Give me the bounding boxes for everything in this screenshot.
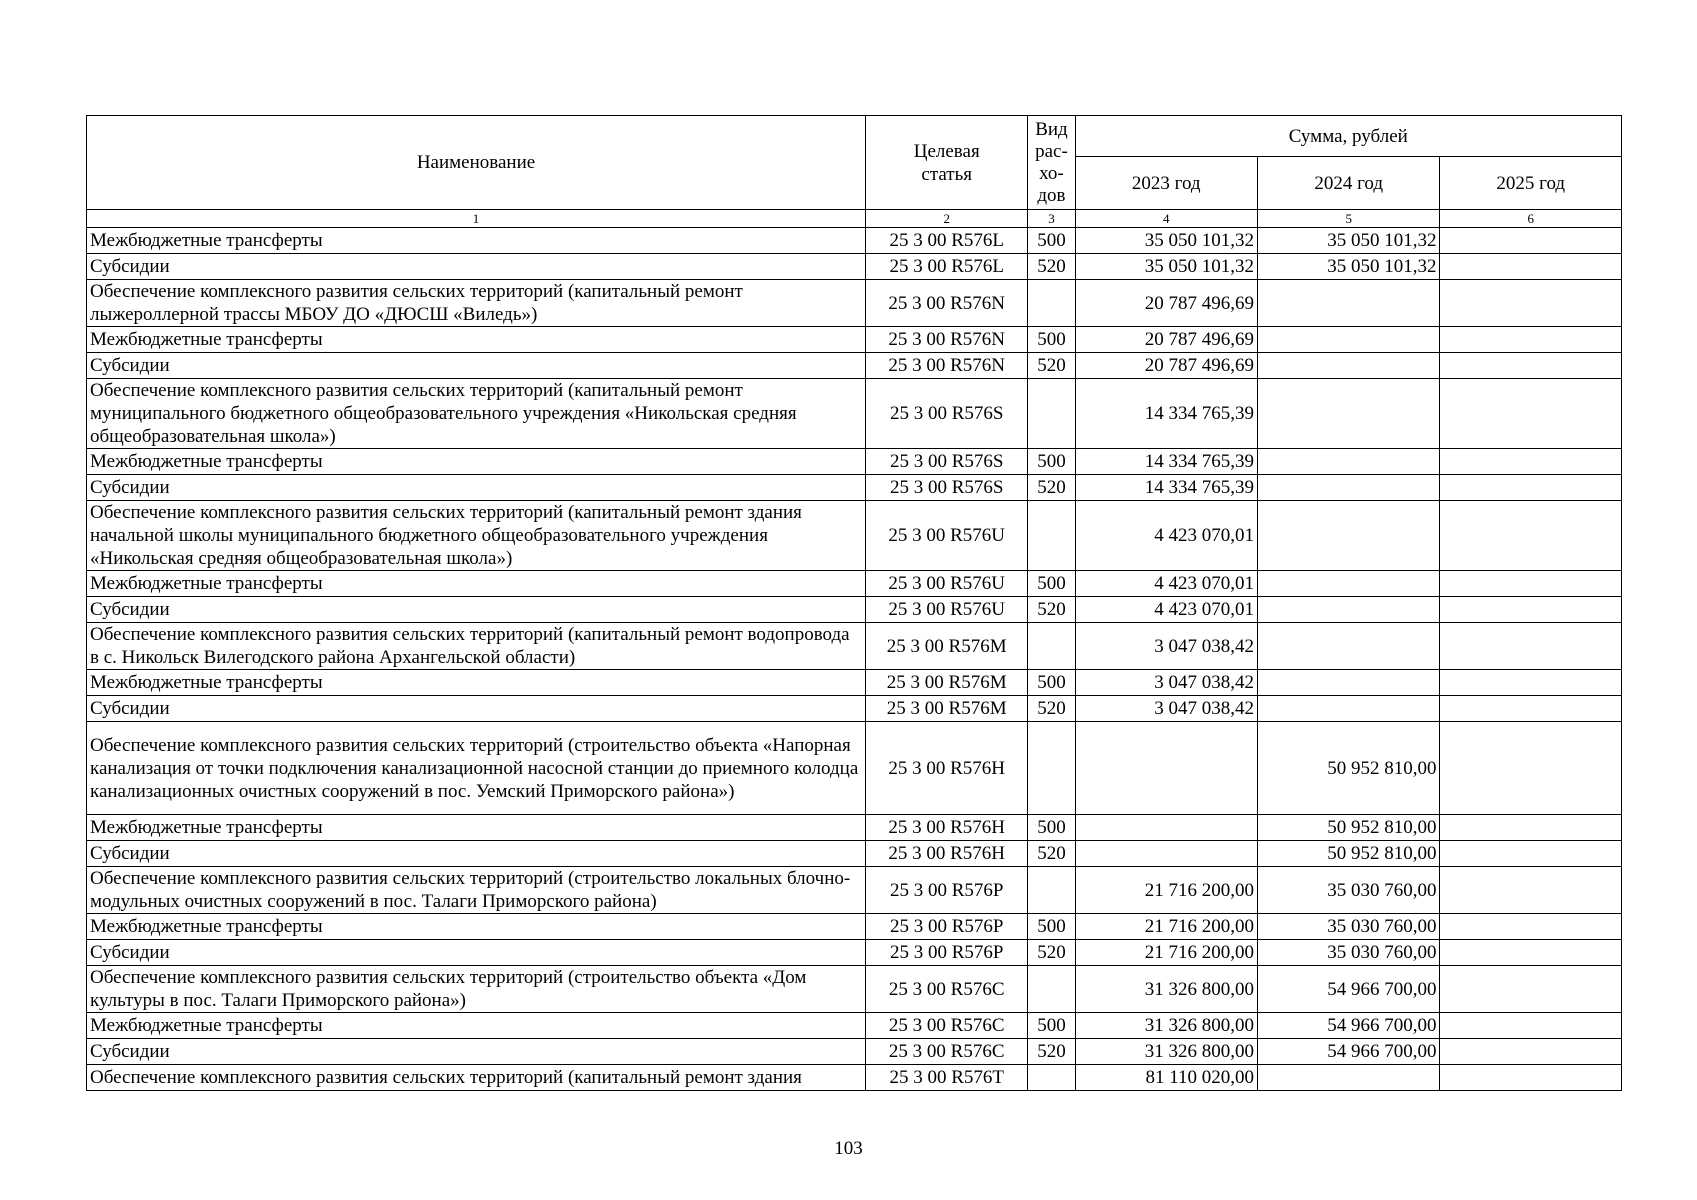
row-target-article: 25 3 00 R576S xyxy=(866,379,1028,449)
row-amount-2023: 20 787 496,69 xyxy=(1075,353,1257,379)
table-row xyxy=(87,254,1622,280)
row-expense-type: 500 xyxy=(1028,449,1075,475)
table-row xyxy=(87,696,1622,722)
row-amount-2025 xyxy=(1440,1039,1622,1065)
row-amount-2025 xyxy=(1440,501,1622,571)
table-row xyxy=(87,966,1622,1013)
row-expense-type: 500 xyxy=(1028,815,1075,841)
row-name: Субсидии xyxy=(87,254,866,280)
row-amount-2024 xyxy=(1257,475,1439,501)
row-amount-2025 xyxy=(1440,815,1622,841)
column-number: 5 xyxy=(1257,210,1439,228)
row-amount-2023: 35 050 101,32 xyxy=(1075,228,1257,254)
table-row xyxy=(87,623,1622,670)
header-year-2025: 2025 год xyxy=(1440,157,1622,210)
row-expense-type: 500 xyxy=(1028,327,1075,353)
row-target-article: 25 3 00 R576U xyxy=(866,571,1028,597)
table-row xyxy=(87,670,1622,696)
row-amount-2025 xyxy=(1440,940,1622,966)
column-number: 2 xyxy=(866,210,1028,228)
row-target-article: 25 3 00 R576P xyxy=(866,940,1028,966)
row-name: Межбюджетные трансферты xyxy=(87,914,866,940)
row-name: Субсидии xyxy=(87,841,866,867)
row-amount-2024: 54 966 700,00 xyxy=(1257,1013,1439,1039)
row-amount-2025 xyxy=(1440,722,1622,815)
header-year-2023: 2023 год xyxy=(1075,157,1257,210)
row-name: Обеспечение комплексного развития сельских территорий (капитальный ремонт водопровода в с. Никольск Вилегодского района Архангельской области) xyxy=(87,623,866,670)
row-expense-type: 520 xyxy=(1028,475,1075,501)
row-amount-2023: 3 047 038,42 xyxy=(1075,670,1257,696)
row-amount-2023 xyxy=(1075,841,1257,867)
row-amount-2025 xyxy=(1440,867,1622,914)
row-amount-2025 xyxy=(1440,571,1622,597)
table-row xyxy=(87,1065,1622,1091)
header-sum: Сумма, рублей xyxy=(1075,116,1621,157)
row-amount-2025 xyxy=(1440,841,1622,867)
row-name: Обеспечение комплексного развития сельских территорий (строительство объекта «Напорная канализация от точки подключения канализационной насосной станции до приемного колодца канализационных очистных сооружений в пос. Уемский Приморского района») xyxy=(87,722,866,815)
row-amount-2024: 35 050 101,32 xyxy=(1257,228,1439,254)
row-target-article: 25 3 00 R576H xyxy=(866,841,1028,867)
row-amount-2023: 20 787 496,69 xyxy=(1075,280,1257,327)
row-amount-2024 xyxy=(1257,501,1439,571)
row-name: Обеспечение комплексного развития сельских территорий (капитальный ремонт здания xyxy=(87,1065,866,1091)
row-amount-2025 xyxy=(1440,696,1622,722)
header-kind: Вид рас-хо-дов xyxy=(1028,116,1075,210)
row-target-article: 25 3 00 R576L xyxy=(866,254,1028,280)
row-expense-type xyxy=(1028,280,1075,327)
row-amount-2023: 21 716 200,00 xyxy=(1075,867,1257,914)
table-row xyxy=(87,940,1622,966)
column-number: 6 xyxy=(1440,210,1622,228)
header-row xyxy=(87,116,1622,157)
row-target-article: 25 3 00 R576C xyxy=(866,966,1028,1013)
row-amount-2024 xyxy=(1257,623,1439,670)
row-target-article: 25 3 00 R576T xyxy=(866,1065,1028,1091)
row-expense-type xyxy=(1028,501,1075,571)
table-row xyxy=(87,475,1622,501)
row-target-article: 25 3 00 R576N xyxy=(866,280,1028,327)
table-row xyxy=(87,501,1622,571)
row-amount-2024: 54 966 700,00 xyxy=(1257,966,1439,1013)
row-name: Обеспечение комплексного развития сельских территорий (строительство объекта «Дом культуры в пос. Талаги Приморского района») xyxy=(87,966,866,1013)
row-amount-2023: 31 326 800,00 xyxy=(1075,966,1257,1013)
row-target-article: 25 3 00 R576M xyxy=(866,696,1028,722)
row-amount-2023: 81 110 020,00 xyxy=(1075,1065,1257,1091)
row-expense-type: 500 xyxy=(1028,914,1075,940)
row-amount-2023: 35 050 101,32 xyxy=(1075,254,1257,280)
column-numbers-row xyxy=(87,210,1622,228)
row-amount-2023: 14 334 765,39 xyxy=(1075,475,1257,501)
row-target-article: 25 3 00 R576M xyxy=(866,623,1028,670)
table-row xyxy=(87,841,1622,867)
table-row xyxy=(87,449,1622,475)
row-amount-2025 xyxy=(1440,475,1622,501)
row-target-article: 25 3 00 R576N xyxy=(866,353,1028,379)
row-amount-2025 xyxy=(1440,914,1622,940)
row-target-article: 25 3 00 R576U xyxy=(866,501,1028,571)
row-name: Межбюджетные трансферты xyxy=(87,670,866,696)
row-expense-type: 500 xyxy=(1028,670,1075,696)
row-amount-2024: 50 952 810,00 xyxy=(1257,841,1439,867)
row-name: Межбюджетные трансферты xyxy=(87,449,866,475)
row-name: Обеспечение комплексного развития сельских территорий (капитальный ремонт лыжероллерной трассы МБОУ ДО «ДЮСШ «Виледь») xyxy=(87,280,866,327)
table-row xyxy=(87,722,1622,815)
table-row xyxy=(87,327,1622,353)
row-expense-type: 520 xyxy=(1028,696,1075,722)
row-amount-2023: 21 716 200,00 xyxy=(1075,940,1257,966)
table-row xyxy=(87,353,1622,379)
table-body xyxy=(87,228,1622,1091)
row-amount-2023: 31 326 800,00 xyxy=(1075,1013,1257,1039)
row-name: Субсидии xyxy=(87,597,866,623)
row-expense-type: 500 xyxy=(1028,1013,1075,1039)
row-expense-type: 520 xyxy=(1028,597,1075,623)
row-amount-2024 xyxy=(1257,597,1439,623)
row-target-article: 25 3 00 R576U xyxy=(866,597,1028,623)
row-amount-2024: 50 952 810,00 xyxy=(1257,815,1439,841)
row-amount-2023: 20 787 496,69 xyxy=(1075,327,1257,353)
row-amount-2024: 54 966 700,00 xyxy=(1257,1039,1439,1065)
row-name: Межбюджетные трансферты xyxy=(87,228,866,254)
row-amount-2023 xyxy=(1075,815,1257,841)
row-amount-2023: 3 047 038,42 xyxy=(1075,623,1257,670)
row-amount-2025 xyxy=(1440,254,1622,280)
row-amount-2023: 14 334 765,39 xyxy=(1075,449,1257,475)
row-target-article: 25 3 00 R576C xyxy=(866,1013,1028,1039)
row-target-article: 25 3 00 R576M xyxy=(866,670,1028,696)
row-amount-2025 xyxy=(1440,228,1622,254)
row-expense-type: 520 xyxy=(1028,940,1075,966)
row-name: Обеспечение комплексного развития сельских территорий (капитальный ремонт здания начальной школы муниципального бюджетного общеобразовательного учреждения «Никольская средняя общеобразовательная школа») xyxy=(87,501,866,571)
row-amount-2023: 4 423 070,01 xyxy=(1075,597,1257,623)
row-target-article: 25 3 00 R576S xyxy=(866,449,1028,475)
table-row xyxy=(87,228,1622,254)
row-amount-2025 xyxy=(1440,597,1622,623)
row-amount-2023: 4 423 070,01 xyxy=(1075,501,1257,571)
table-row xyxy=(87,815,1622,841)
row-amount-2024: 35 030 760,00 xyxy=(1257,867,1439,914)
table-row xyxy=(87,867,1622,914)
row-name: Межбюджетные трансферты xyxy=(87,327,866,353)
row-target-article: 25 3 00 R576H xyxy=(866,722,1028,815)
row-amount-2025 xyxy=(1440,353,1622,379)
row-name: Обеспечение комплексного развития сельских территорий (строительство локальных блочно-модульных очистных сооружений в пос. Талаги Приморского района) xyxy=(87,867,866,914)
row-amount-2024: 35 030 760,00 xyxy=(1257,940,1439,966)
row-target-article: 25 3 00 R576N xyxy=(866,327,1028,353)
row-amount-2023: 31 326 800,00 xyxy=(1075,1039,1257,1065)
row-amount-2024 xyxy=(1257,327,1439,353)
row-amount-2024: 35 050 101,32 xyxy=(1257,254,1439,280)
row-amount-2024 xyxy=(1257,353,1439,379)
row-name: Субсидии xyxy=(87,1039,866,1065)
row-amount-2024: 50 952 810,00 xyxy=(1257,722,1439,815)
table-row xyxy=(87,1039,1622,1065)
table-row xyxy=(87,379,1622,449)
row-name: Межбюджетные трансферты xyxy=(87,571,866,597)
row-amount-2025 xyxy=(1440,327,1622,353)
row-amount-2023 xyxy=(1075,722,1257,815)
header-year-2024: 2024 год xyxy=(1257,157,1439,210)
row-amount-2024 xyxy=(1257,670,1439,696)
row-expense-type: 500 xyxy=(1028,228,1075,254)
row-expense-type: 520 xyxy=(1028,353,1075,379)
row-amount-2025 xyxy=(1440,1013,1622,1039)
row-amount-2023: 14 334 765,39 xyxy=(1075,379,1257,449)
row-name: Субсидии xyxy=(87,475,866,501)
row-amount-2024 xyxy=(1257,449,1439,475)
row-expense-type xyxy=(1028,379,1075,449)
row-expense-type: 520 xyxy=(1028,1039,1075,1065)
table-row xyxy=(87,571,1622,597)
row-target-article: 25 3 00 R576P xyxy=(866,914,1028,940)
table-row xyxy=(87,597,1622,623)
row-amount-2024 xyxy=(1257,379,1439,449)
row-amount-2024 xyxy=(1257,1065,1439,1091)
row-expense-type xyxy=(1028,722,1075,815)
column-number: 3 xyxy=(1028,210,1075,228)
row-expense-type xyxy=(1028,623,1075,670)
row-amount-2025 xyxy=(1440,670,1622,696)
row-expense-type xyxy=(1028,1065,1075,1091)
table-row xyxy=(87,280,1622,327)
table-row xyxy=(87,1013,1622,1039)
row-amount-2024: 35 030 760,00 xyxy=(1257,914,1439,940)
row-amount-2025 xyxy=(1440,1065,1622,1091)
row-name: Межбюджетные трансферты xyxy=(87,1013,866,1039)
row-name: Обеспечение комплексного развития сельских территорий (капитальный ремонт муниципального бюджетного общеобразовательного учреждения «Никольская средняя общеобразовательная школа») xyxy=(87,379,866,449)
row-amount-2025 xyxy=(1440,449,1622,475)
row-expense-type: 520 xyxy=(1028,841,1075,867)
row-target-article: 25 3 00 R576H xyxy=(866,815,1028,841)
row-amount-2025 xyxy=(1440,966,1622,1013)
row-name: Субсидии xyxy=(87,353,866,379)
table-row xyxy=(87,914,1622,940)
page-number: 103 xyxy=(834,1138,863,1159)
row-amount-2023: 3 047 038,42 xyxy=(1075,696,1257,722)
row-target-article: 25 3 00 R576C xyxy=(866,1039,1028,1065)
row-amount-2025 xyxy=(1440,623,1622,670)
header-name: Наименование xyxy=(87,116,866,210)
header-code: Целевая статья xyxy=(866,116,1028,210)
row-amount-2023: 4 423 070,01 xyxy=(1075,571,1257,597)
row-expense-type xyxy=(1028,867,1075,914)
row-expense-type: 500 xyxy=(1028,571,1075,597)
row-expense-type xyxy=(1028,966,1075,1013)
row-amount-2025 xyxy=(1440,379,1622,449)
row-amount-2025 xyxy=(1440,280,1622,327)
row-expense-type: 520 xyxy=(1028,254,1075,280)
row-name: Субсидии xyxy=(87,696,866,722)
row-amount-2024 xyxy=(1257,696,1439,722)
budget-table xyxy=(86,115,1622,1091)
row-amount-2024 xyxy=(1257,571,1439,597)
column-number: 1 xyxy=(87,210,866,228)
row-amount-2024 xyxy=(1257,280,1439,327)
row-target-article: 25 3 00 R576L xyxy=(866,228,1028,254)
row-name: Субсидии xyxy=(87,940,866,966)
row-target-article: 25 3 00 R576P xyxy=(866,867,1028,914)
row-amount-2023: 21 716 200,00 xyxy=(1075,914,1257,940)
column-number: 4 xyxy=(1075,210,1257,228)
row-name: Межбюджетные трансферты xyxy=(87,815,866,841)
row-target-article: 25 3 00 R576S xyxy=(866,475,1028,501)
